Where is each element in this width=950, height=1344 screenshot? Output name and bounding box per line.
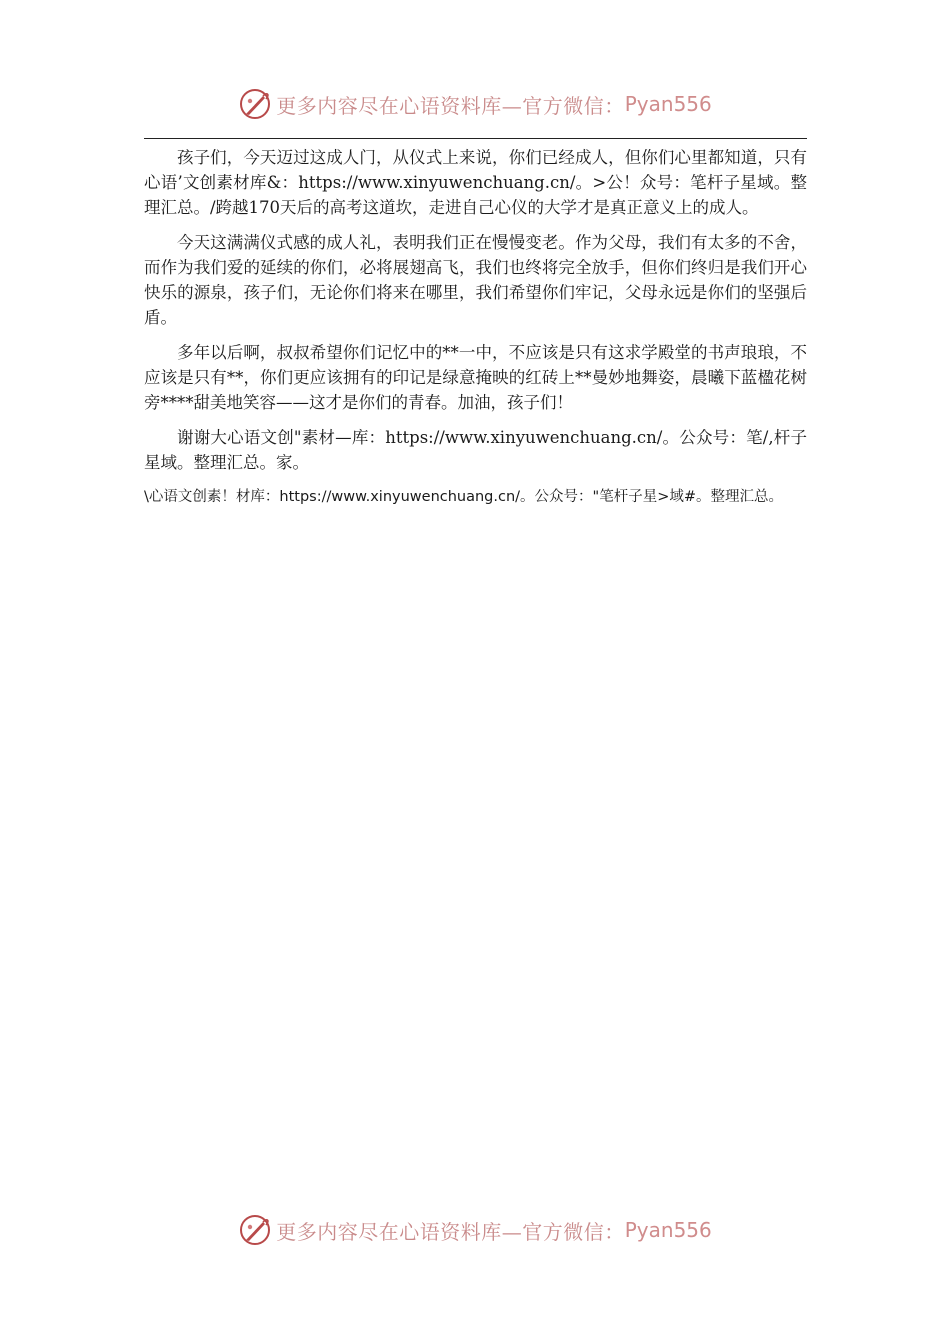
quill-pen-logo-icon	[238, 87, 272, 121]
brand-text: 更多内容尽在心语资料库—官方微信：	[276, 1219, 625, 1244]
quill-pen-logo-icon	[238, 1213, 272, 1247]
paragraph: \心语文创素！材库：https://www.xinyuwenchuang.cn/。公众号："笔杆子星>域#。整理汇总。	[144, 489, 784, 505]
paragraph: 孩子们，今天迈过这成人门，从仪式上来说，你们已经成人，但你们心里都知道，只有心语’文创素材库&：https://www.xinyuwenchuang.cn/。>公！众号：笔杆子星域。整理汇总。/跨越170天后的高考这道坎，走进自己心仪的大学才是真正意义上的成人。	[144, 148, 807, 217]
page-footer	[0, 1210, 950, 1250]
paragraph: 今天这满满仪式感的成人礼，表明我们正在慢慢变老。作为父母，我们有太多的不舍，而作为我们爱的延续的你们，必将展翅高飞，我们也终将完全放手，但你们终归是我们开心快乐的源泉，孩子们，无论你们将来在哪里，我们希望你们牢记，父母永远是你们的坚强后盾。	[144, 233, 807, 327]
paragraph: 谢谢大心语文创"素材—库：https://www.xinyuwenchuang.cn/。公众号：笔/,杆子星域。整理汇总。家。	[144, 428, 807, 472]
brand-banner	[238, 87, 712, 121]
header-divider	[144, 138, 807, 139]
wechat-handle: Pyan556	[624, 1218, 712, 1242]
wechat-handle: Pyan556	[624, 92, 712, 116]
page-header	[0, 84, 950, 124]
brand-text: 更多内容尽在心语资料库—官方微信：	[276, 93, 625, 118]
brand-banner	[238, 1213, 712, 1247]
document-body	[144, 145, 807, 519]
paragraph: 多年以后啊，叔叔希望你们记忆中的**一中，不应该是只有这求学殿堂的书声琅琅，不应该是只有**，你们更应该拥有的印记是绿意掩映的红砖上**曼妙地舞姿，晨曦下蓝楹花树旁****甜美地笑容——这才是你们的青春。加油，孩子们！	[144, 343, 807, 412]
